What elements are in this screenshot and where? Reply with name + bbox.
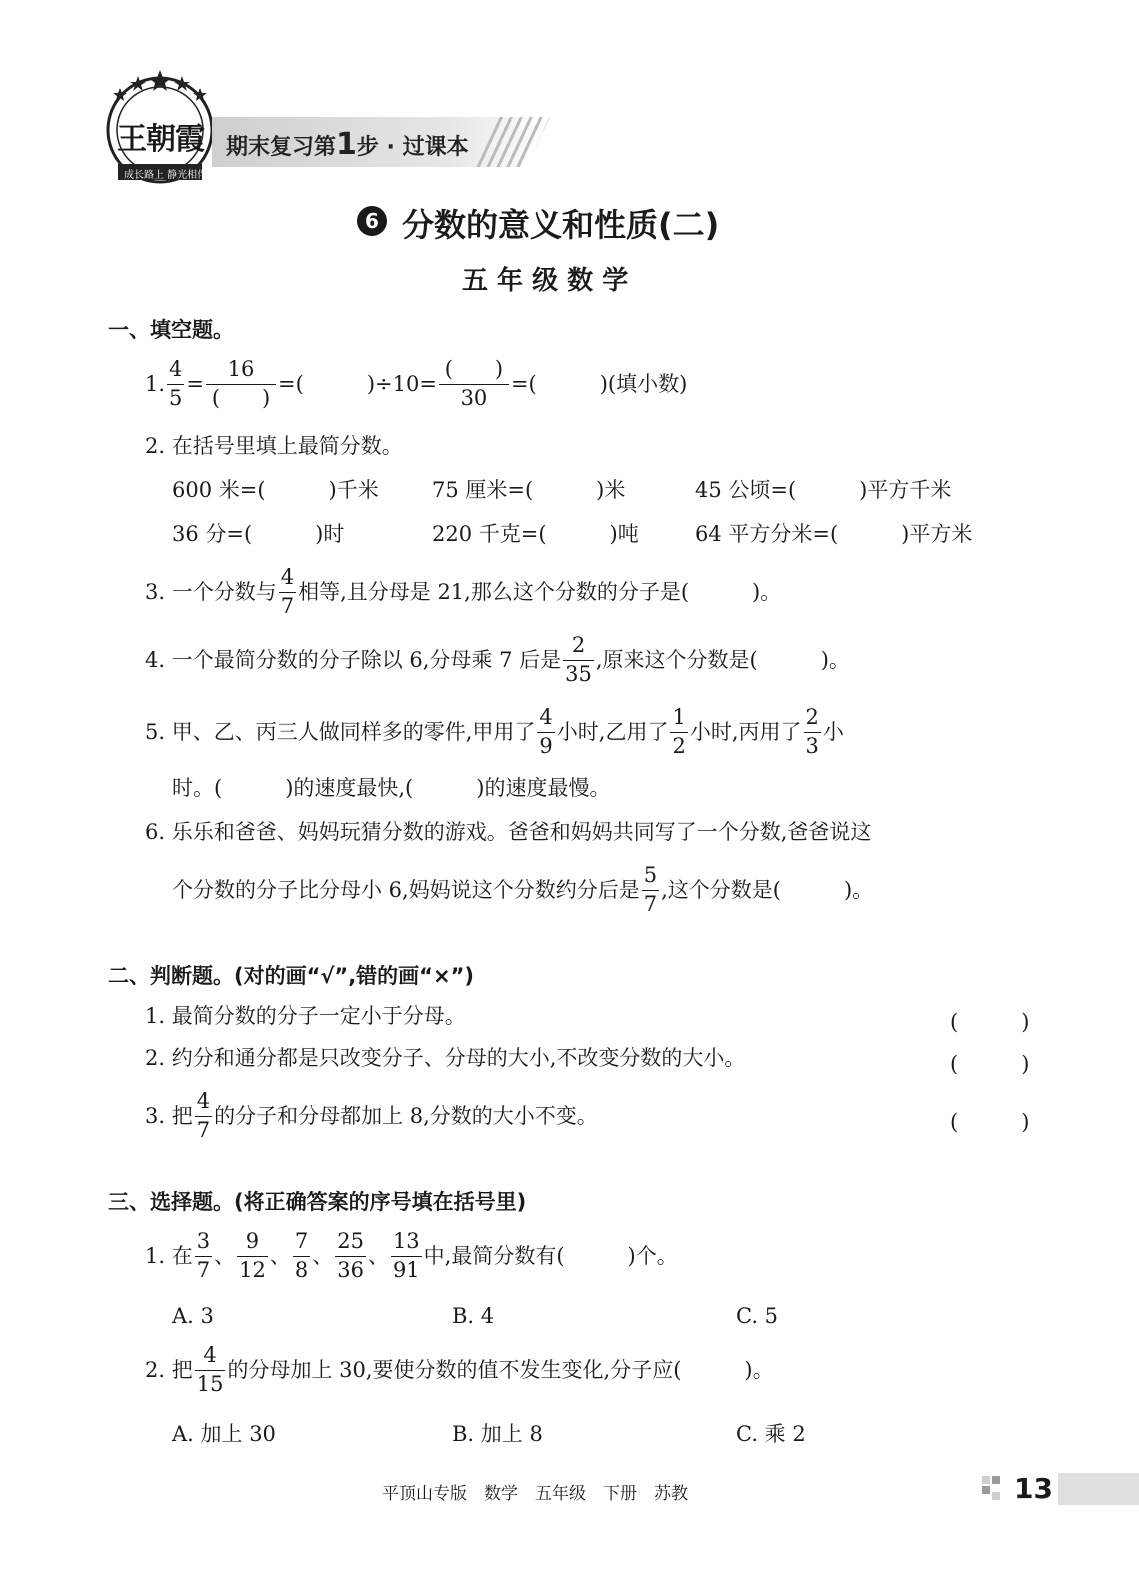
question-text: 的分子和分母都加上 8,分数的大小不变。 <box>214 1103 598 1128</box>
question-text: 小 <box>822 719 844 744</box>
denominator: 5 <box>169 385 183 410</box>
question-1-1 <box>145 356 687 412</box>
fraction <box>439 358 509 409</box>
question-text[interactable]: 相等,且分母是 21,那么这个分数的分子是( )。 <box>298 579 782 604</box>
fraction <box>195 1090 212 1141</box>
page-number-decor <box>982 1476 1004 1502</box>
step-label-pre: 期末复习第 <box>226 135 337 160</box>
denominator: 7 <box>196 1257 211 1282</box>
numerator: 1 <box>672 705 686 730</box>
choice-option-a[interactable]: A. 加上 30 <box>172 1422 276 1446</box>
answer-blank-text[interactable]: =( )÷10= <box>278 371 437 396</box>
denominator-blank[interactable]: ( ) <box>206 384 276 410</box>
denominator: 8 <box>294 1257 309 1282</box>
question-text: 1. 在 <box>145 1243 193 1268</box>
conversion-item[interactable]: 45 公顷=( )平方千米 <box>695 478 952 502</box>
fraction <box>642 864 659 915</box>
conversion-item[interactable]: 75 厘米=( )米 <box>432 478 626 502</box>
numerator: 4 <box>539 705 553 730</box>
question-1-2: 2. 在括号里填上最简分数。 <box>145 434 403 458</box>
fraction <box>563 634 594 685</box>
section-heading-multiple-choice: 三、选择题。(将正确答案的序号填在括号里) <box>108 1190 527 1214</box>
numerator: 5 <box>643 863 658 888</box>
numerator: 2 <box>571 633 586 658</box>
numerator: 4 <box>169 357 183 382</box>
answer-paren[interactable]: ( ) <box>950 1110 1030 1134</box>
conversion-item[interactable]: 64 平方分米=( )平方米 <box>695 522 973 546</box>
question-text: 3. 把 <box>145 1103 193 1128</box>
question-text: 2. 把 <box>145 1357 193 1382</box>
equals-sign: = <box>186 371 205 396</box>
answer-paren[interactable]: ( ) <box>950 1052 1030 1076</box>
choice-option-c[interactable]: C. 5 <box>736 1304 779 1328</box>
numerator: 9 <box>245 1229 260 1254</box>
fraction <box>335 1230 366 1281</box>
denominator: 9 <box>539 733 553 758</box>
page-title: 分数的意义和性质(二) <box>402 206 720 244</box>
fraction <box>167 358 184 409</box>
question-number: 1. <box>145 371 166 396</box>
fraction <box>537 706 554 757</box>
separator: 、 <box>367 1243 389 1268</box>
page-number-bar <box>1058 1473 1139 1505</box>
section-heading-fill-blank: 一、填空题。 <box>108 318 234 342</box>
numerator: 2 <box>805 705 819 730</box>
section-heading-true-false: 二、判断题。(对的画“√”,错的画“×”) <box>108 964 474 988</box>
question-text[interactable]: ,这个分数是( )。 <box>661 877 874 902</box>
fraction <box>279 566 296 617</box>
choice-option-b[interactable]: B. 加上 8 <box>452 1422 543 1446</box>
lesson-badge <box>357 206 387 236</box>
fraction <box>195 1230 212 1281</box>
choice-option-b[interactable]: B. 4 <box>452 1304 495 1328</box>
denominator: 3 <box>805 733 819 758</box>
choice-option-a[interactable]: A. 3 <box>172 1304 214 1328</box>
numerator: 7 <box>294 1229 309 1254</box>
separator: 、 <box>312 1243 334 1268</box>
numerator: 4 <box>203 1343 217 1368</box>
question-text[interactable]: 中,最简分数有( )个。 <box>423 1243 678 1268</box>
question-text: 小时,乙用了 <box>556 719 669 744</box>
question-1-4 <box>145 632 850 688</box>
footer-edition: 平顶山专版 数学 五年级 下册 苏教 <box>382 1484 688 1504</box>
question-text: 小时,丙用了 <box>689 719 802 744</box>
fraction <box>206 358 276 409</box>
denominator: 36 <box>337 1257 364 1282</box>
denominator: 7 <box>280 593 295 618</box>
numerator: 3 <box>196 1229 211 1254</box>
denominator: 91 <box>392 1257 420 1282</box>
question-3-2 <box>145 1342 774 1398</box>
question-text: 3. 一个分数与 <box>145 579 277 604</box>
fraction <box>391 1230 422 1281</box>
question-3-1 <box>145 1228 678 1284</box>
step-label-post: 步 · 过课本 <box>356 135 469 160</box>
fraction <box>804 706 821 757</box>
numerator: 16 <box>227 357 255 382</box>
fraction <box>293 1230 310 1281</box>
page-number: 13 <box>1014 1472 1053 1505</box>
denominator: 30 <box>439 384 509 410</box>
logo-ring-text: 成长路上 静光相伴 <box>124 170 208 181</box>
question-2-1: 1. 最简分数的分子一定小于分母。 <box>145 1004 466 1028</box>
numerator: 4 <box>196 1089 211 1114</box>
conversion-item[interactable]: 36 分=( )时 <box>172 522 345 546</box>
question-text[interactable]: 的分母加上 30,要使分数的值不发生变化,分子应( )。 <box>227 1357 774 1382</box>
numerator: 13 <box>392 1229 420 1254</box>
denominator: 15 <box>196 1371 224 1396</box>
denominator: 7 <box>196 1117 211 1142</box>
conversion-item[interactable]: 600 米=( )千米 <box>172 478 379 502</box>
fraction <box>195 1344 226 1395</box>
denominator: 7 <box>643 891 658 916</box>
question-text: 5. 甲、乙、丙三人做同样多的零件,甲用了 <box>145 719 536 744</box>
logo-name: 王朝霞 <box>117 122 204 157</box>
separator: 、 <box>269 1243 291 1268</box>
question-1-5-line2[interactable]: 时。( )的速度最快,( )的速度最慢。 <box>172 776 611 800</box>
lesson-badge-number: 6 <box>365 209 379 233</box>
denominator: 2 <box>672 733 686 758</box>
page-subtitle: 五 年 级 数 学 <box>462 266 629 296</box>
numerator-blank[interactable]: ( ) <box>444 357 504 382</box>
question-2-3 <box>145 1088 598 1144</box>
conversion-item[interactable]: 220 千克=( )吨 <box>432 522 639 546</box>
fraction <box>237 1230 268 1281</box>
numerator: 25 <box>337 1229 364 1254</box>
question-1-3 <box>145 564 781 620</box>
step-label <box>226 127 469 162</box>
separator: 、 <box>214 1243 236 1268</box>
question-text[interactable]: ,原来这个分数是( )。 <box>595 647 850 672</box>
question-1-5 <box>145 704 844 760</box>
step-number: 1 <box>336 127 357 162</box>
denominator: 12 <box>239 1257 266 1282</box>
fraction <box>670 706 687 757</box>
question-text: 4. 一个最简分数的分子除以 6,分母乘 7 后是 <box>145 647 562 672</box>
denominator: 35 <box>565 661 592 686</box>
question-2-2: 2. 约分和通分都是只改变分子、分母的大小,不改变分数的大小。 <box>145 1046 746 1070</box>
numerator: 4 <box>280 565 295 590</box>
answer-paren[interactable]: ( ) <box>950 1010 1030 1034</box>
question-1-6: 6. 乐乐和爸爸、妈妈玩猜分数的游戏。爸爸和妈妈共同写了一个分数,爸爸说这 <box>145 820 872 844</box>
question-text: 个分数的分子比分母小 6,妈妈说这个分数约分后是 <box>172 877 640 902</box>
choice-option-c[interactable]: C. 乘 2 <box>736 1422 806 1446</box>
question-1-6-line2 <box>172 862 873 918</box>
answer-blank-text[interactable]: =( )(填小数) <box>510 371 688 396</box>
